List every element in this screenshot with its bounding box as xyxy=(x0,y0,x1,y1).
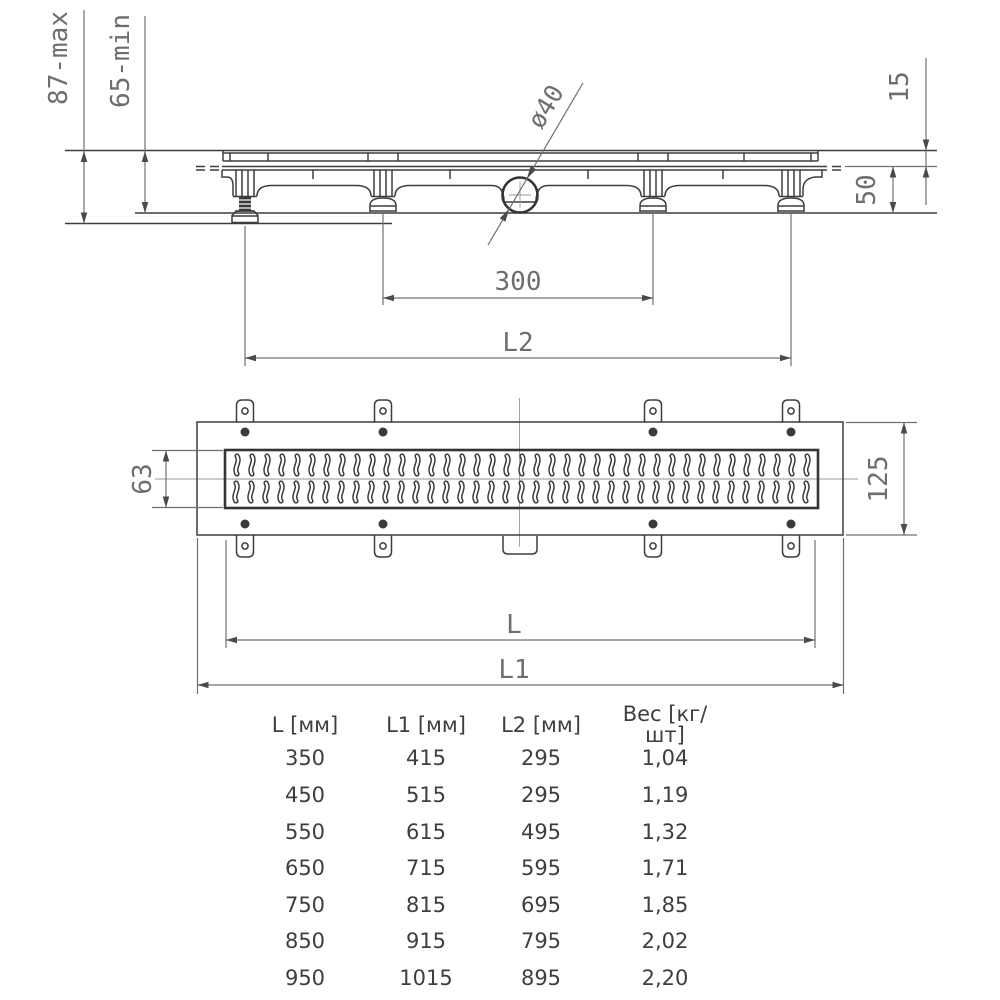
cell-weight: 1,19 xyxy=(641,782,689,807)
table-row xyxy=(230,887,720,924)
col-header-weight: Вес [кг/шт] xyxy=(622,702,708,747)
dim-label-l: L xyxy=(506,610,522,640)
dimension-max-height xyxy=(44,10,87,224)
cell-l2: 495 xyxy=(520,819,562,844)
cell-l: 650 xyxy=(284,856,326,881)
spec-table xyxy=(230,704,720,997)
cell-l: 950 xyxy=(284,965,326,990)
dimension-l xyxy=(226,540,815,648)
dim-label-flange-width: 125 xyxy=(864,455,894,503)
cell-l2: 895 xyxy=(520,965,562,990)
cell-l1: 415 xyxy=(405,746,447,771)
outlet-circle xyxy=(503,178,538,213)
cell-l2: 295 xyxy=(520,746,562,771)
dim-label-min-height: 65-min xyxy=(106,14,136,108)
cell-l2: 795 xyxy=(520,929,562,954)
flange xyxy=(196,167,843,171)
cell-weight: 2,02 xyxy=(641,929,689,954)
cell-l1: 515 xyxy=(405,782,447,807)
leg-3 xyxy=(641,170,665,197)
plan-view xyxy=(128,398,917,694)
foot-2 xyxy=(369,198,397,211)
outlet-stub xyxy=(503,536,537,554)
side-view xyxy=(44,10,937,366)
cell-l: 850 xyxy=(284,929,326,954)
leg-1 xyxy=(233,170,257,197)
cell-l: 450 xyxy=(284,782,326,807)
cell-l1: 1015 xyxy=(399,965,453,990)
cell-weight: 1,04 xyxy=(641,746,689,771)
cell-l1: 715 xyxy=(405,856,447,881)
cell-l: 350 xyxy=(284,746,326,771)
cell-l: 750 xyxy=(284,892,326,917)
cell-l: 550 xyxy=(284,819,326,844)
dimension-body-height xyxy=(852,167,896,214)
dim-label-l1: L1 xyxy=(498,655,530,685)
cell-weight: 1,32 xyxy=(641,819,689,844)
dim-label-outlet-offset: 300 xyxy=(494,267,542,297)
dim-label-grate-width: 63 xyxy=(128,463,158,495)
dim-label-outlet-diameter: ø40 xyxy=(521,79,570,134)
table-row xyxy=(230,777,720,814)
grate xyxy=(225,450,818,508)
col-header-l: L [мм] xyxy=(271,712,339,737)
cell-l1: 815 xyxy=(405,892,447,917)
table-row xyxy=(230,850,720,887)
dim-label-body-height: 50 xyxy=(852,174,882,206)
cell-weight: 2,20 xyxy=(641,965,689,990)
table-row xyxy=(230,924,720,961)
leg-4 xyxy=(779,170,803,197)
foot-3 xyxy=(639,198,667,211)
table-header-row xyxy=(230,702,720,747)
cell-l2: 295 xyxy=(520,782,562,807)
leg-2 xyxy=(371,170,395,197)
cell-l1: 615 xyxy=(405,819,447,844)
dim-label-grate-edge: 15 xyxy=(885,71,915,103)
col-header-l1: L1 [мм] xyxy=(386,712,466,737)
table-row xyxy=(230,741,720,778)
cell-l1: 915 xyxy=(405,929,447,954)
table-row xyxy=(230,960,720,997)
dimension-outlet-diameter xyxy=(488,80,583,245)
cell-l2: 595 xyxy=(520,856,562,881)
grate-edge-strip xyxy=(223,151,818,162)
cell-weight: 1,85 xyxy=(641,892,689,917)
dim-label-max-height: 87-max xyxy=(44,11,74,105)
adjustable-foot xyxy=(232,196,258,223)
dim-label-l2: L2 xyxy=(502,328,534,358)
table-row xyxy=(230,814,720,851)
foot-4 xyxy=(777,198,805,211)
cell-l2: 695 xyxy=(520,892,562,917)
dimension-outlet-offset xyxy=(383,213,653,305)
dimension-min-height xyxy=(106,14,148,213)
cell-weight: 1,71 xyxy=(641,856,689,881)
col-header-l2: L2 [мм] xyxy=(501,712,581,737)
